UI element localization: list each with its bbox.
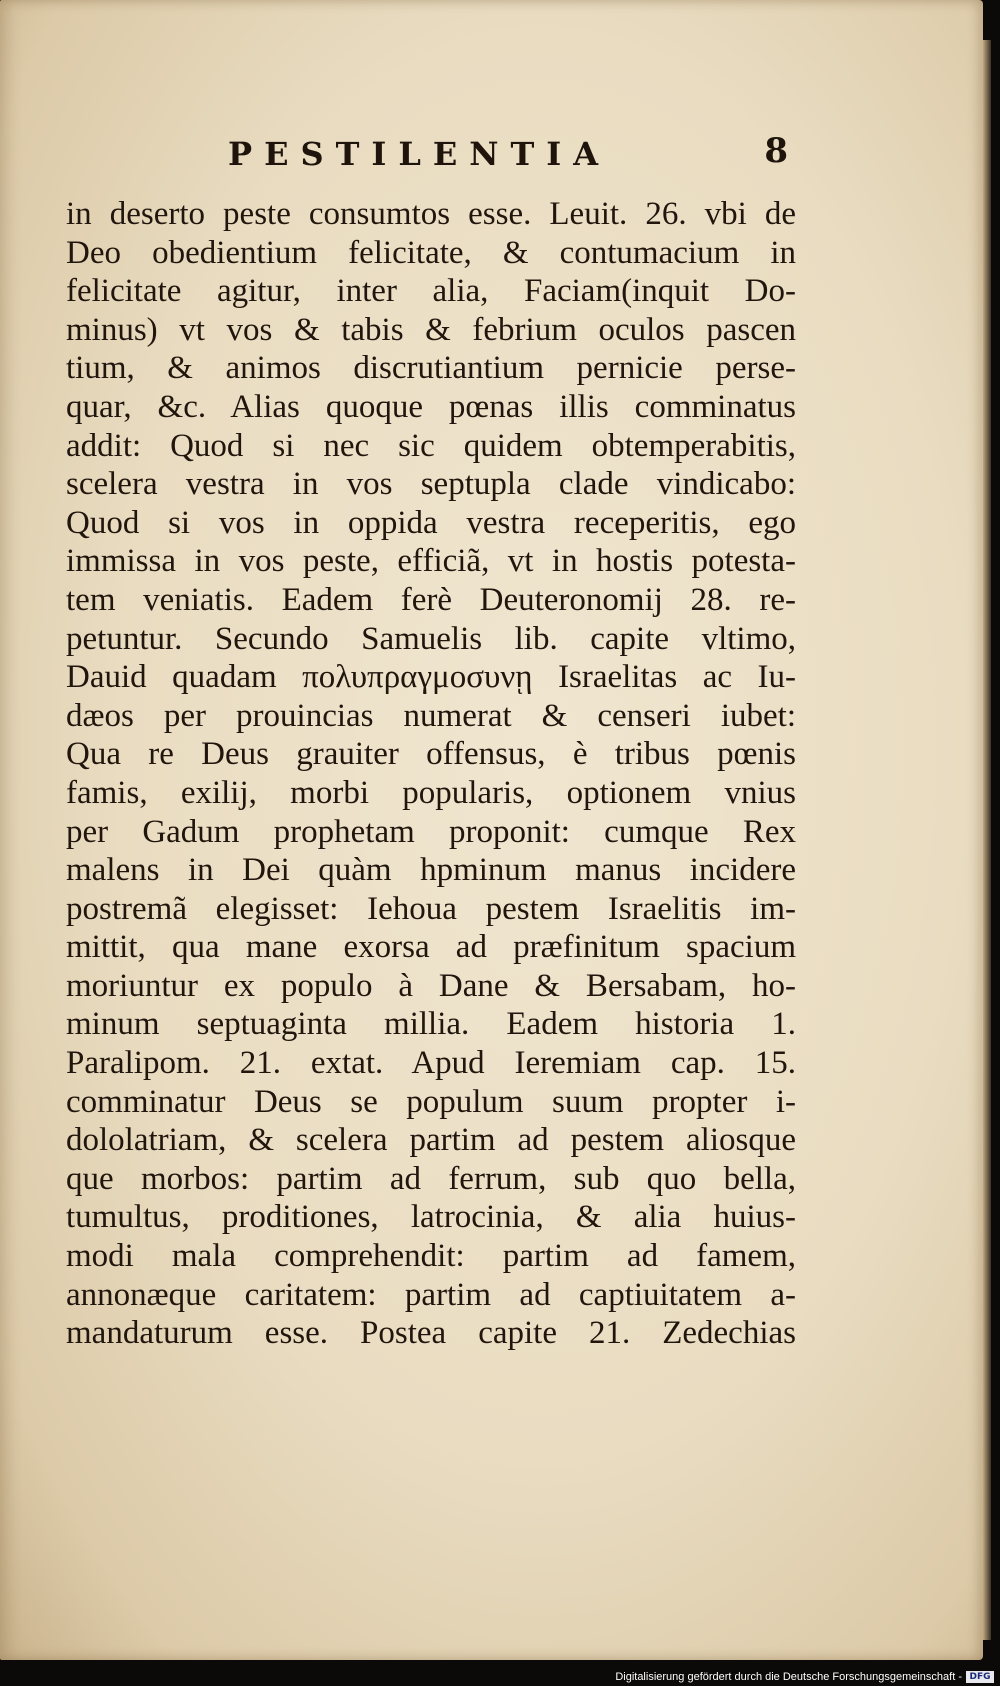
text-line: minum septuaginta millia. Eadem historia 1. xyxy=(66,1006,796,1043)
text-line: immissa in vos peste, efficiã, vt in hostis potesta- xyxy=(66,543,796,580)
body-text xyxy=(66,195,796,1353)
text-line: Quod si vos in oppida vestra receperitis, ego xyxy=(66,504,796,541)
text-line: felicitate agitur, inter alia, Faciam(inquit Do- xyxy=(66,273,796,310)
text-line: famis, exilij, morbi popularis, optionem vnius xyxy=(66,774,796,811)
text-line: tem veniatis. Eadem ferè Deuteronomij 28. re- xyxy=(66,581,796,618)
text-line: que morbos: partim ad ferrum, sub quo bella, xyxy=(66,1160,796,1197)
running-title: PESTILENTIA xyxy=(228,135,611,173)
digitization-credit: Digitalisierung gefördert durch die Deutsche Forschungsgemeinschaft - xyxy=(615,1671,962,1683)
text-line: Paralipom. 21. extat. Apud Ieremiam cap. 15. xyxy=(66,1045,796,1082)
page-header xyxy=(228,131,788,185)
text-line: dæos per prouincias numerat & censeri iubet: xyxy=(66,697,796,734)
text-line: tium, & animos discrutiantium pernicie perse- xyxy=(66,350,796,387)
text-line: postremã elegisset: Iehoua pestem Israelitis im- xyxy=(66,890,796,927)
text-line: Qua re Deus grauiter offensus, è tribus pœnis xyxy=(66,736,796,773)
text-line: malens in Dei quàm hpminum manus incidere xyxy=(66,852,796,889)
text-line: modi mala comprehendit: partim ad famem, xyxy=(66,1238,796,1275)
dfg-logo: DFG xyxy=(966,1671,994,1683)
text-line: quar, &c. Alias quoque pœnas illis comminatus xyxy=(66,388,796,425)
text-line: minus) vt vos & tabis & febrium oculos pascen xyxy=(66,311,796,348)
page-edge xyxy=(983,40,991,1640)
text-line: Deo obedientium felicitate, & contumacium in xyxy=(66,234,796,271)
text-line: Dauid quadam πολυπραγμοσυνῃ Israelitas ac Iu- xyxy=(66,659,796,696)
text-line: comminatur Deus se populum suum propter i- xyxy=(66,1083,796,1120)
text-line: petuntur. Secundo Samuelis lib. capite vltimo, xyxy=(66,620,796,657)
text-line: mittit, qua mane exorsa ad præfinitum spacium xyxy=(66,929,796,966)
text-line: addit: Quod si nec sic quidem obtemperabitis, xyxy=(66,427,796,464)
text-line: in deserto peste consumtos esse. Leuit. 26. vbi de xyxy=(66,196,796,232)
text-line: dololatriam, & scelera partim ad pestem aliosque xyxy=(66,1122,796,1159)
text-line: per Gadum prophetam proponit: cumque Rex xyxy=(66,813,796,850)
text-line: scelera vestra in vos septupla clade vindicabo: xyxy=(66,466,796,503)
text-line: mandaturum esse. Postea capite 21. Zedechias xyxy=(66,1315,796,1352)
page-number: 8 xyxy=(764,131,788,171)
text-line: tumultus, proditiones, latrocinia, & alia huius- xyxy=(66,1199,796,1236)
footer-bar xyxy=(0,1670,1000,1686)
text-line: moriuntur ex populo à Dane & Bersabam, ho- xyxy=(66,967,796,1004)
text-line: annonæque caritatem: partim ad captiuitatem a- xyxy=(66,1276,796,1313)
